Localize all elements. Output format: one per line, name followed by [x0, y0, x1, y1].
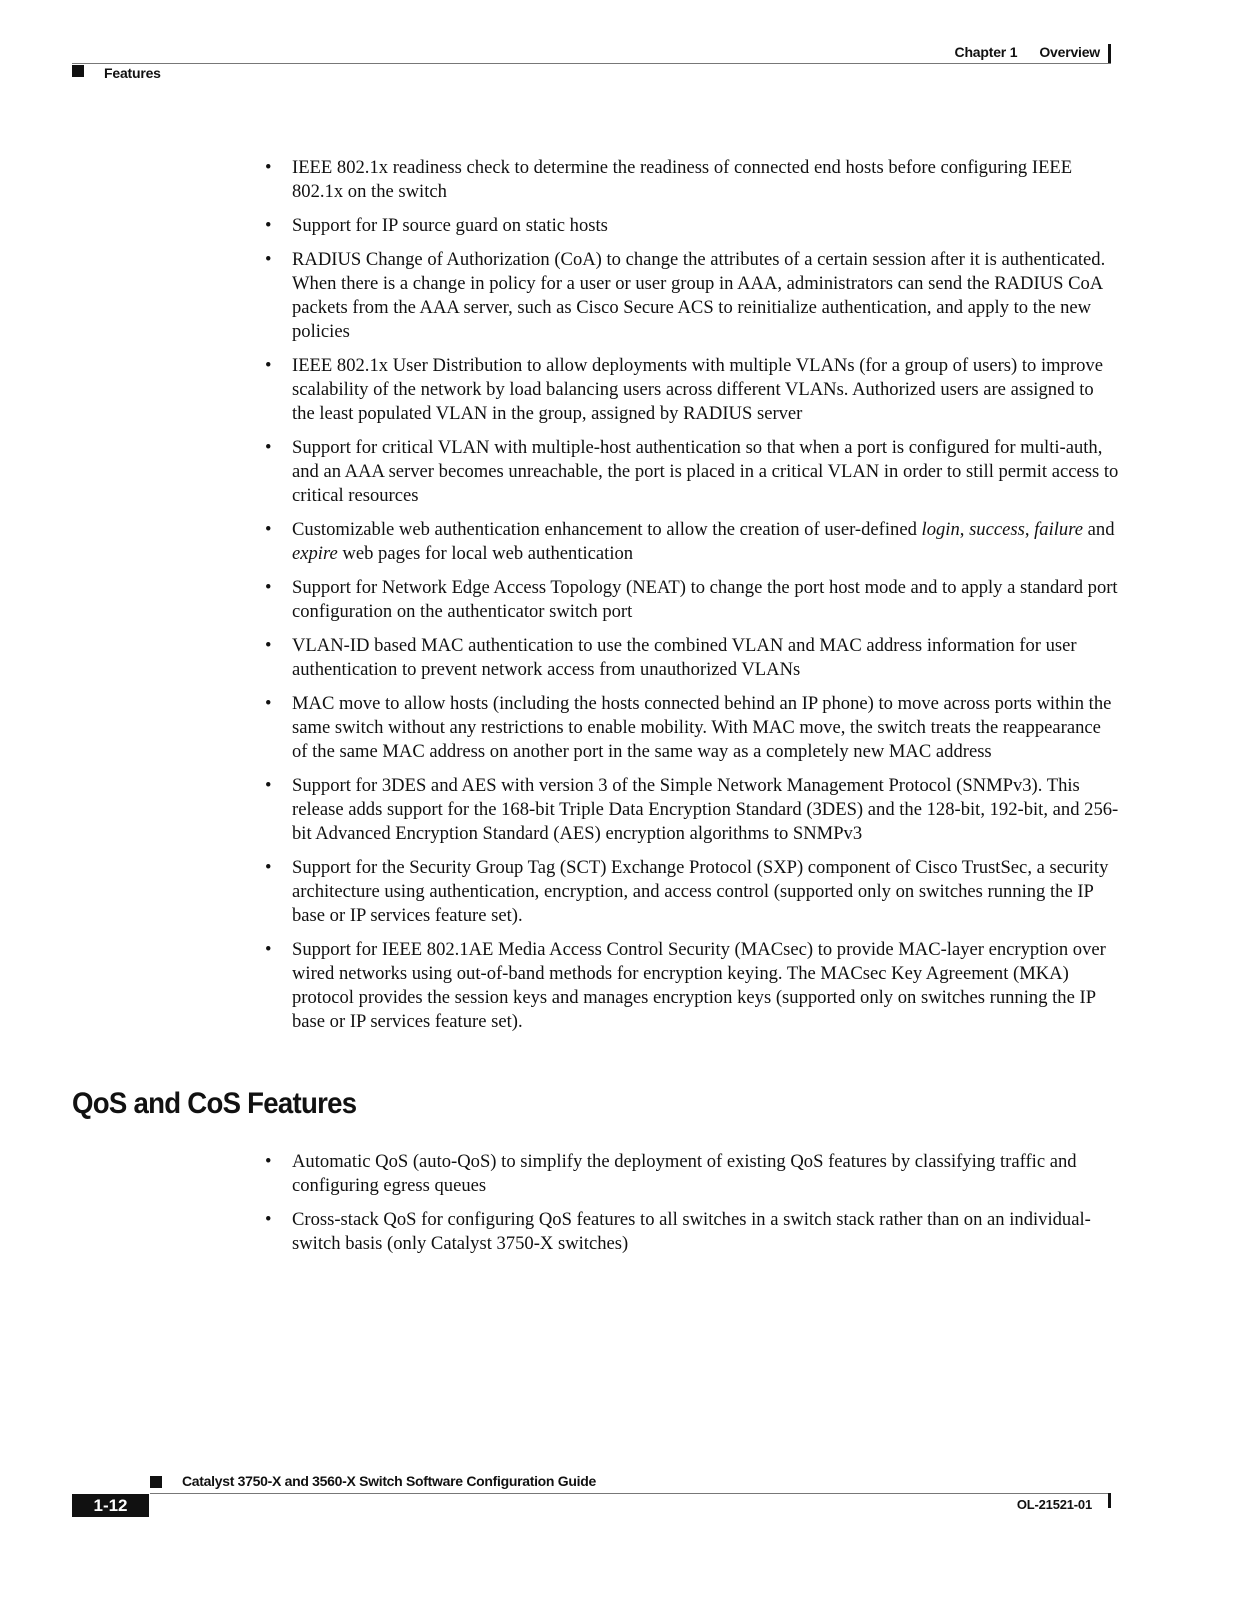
list-item-text: VLAN-ID based MAC authentication to use the combined VLAN and MAC address information for user authentication to prevent network access from unauthorized VLANs: [292, 635, 1077, 680]
chapter-title: Overview: [1039, 44, 1100, 60]
list-item: [262, 938, 1120, 1034]
list-item: [262, 354, 1120, 426]
bullet-glyph: •: [265, 355, 272, 376]
list-item: [262, 1150, 1120, 1198]
list-item-text: Support for IEEE 802.1AE Media Access Control Security (MACsec) to provide MAC-layer encryption over wired networks using out-of-band methods for encryption keying. The MACsec Key Agreement (MKA) protocol provides the session keys and manages encryption keys (supported only on switches running the IP base or IP services feature set).: [292, 939, 1106, 1032]
header-square-marker: [72, 65, 84, 77]
emphasis-expire: expire: [292, 543, 338, 564]
text-run: ,: [959, 519, 970, 540]
list-item: [262, 518, 1120, 566]
list-item: [262, 856, 1120, 928]
bullet-glyph: •: [265, 1209, 272, 1230]
text-run: and: [1083, 519, 1115, 540]
list-item-text: IEEE 802.1x readiness check to determine the readiness of connected end hosts before configuring IEEE 802.1x on the switch: [292, 157, 1073, 202]
bullet-glyph: •: [265, 437, 272, 458]
document-id: OL-21521-01: [1016, 1497, 1092, 1512]
footer-guide-title: Catalyst 3750-X and 3560-X Switch Software Configuration Guide: [182, 1473, 596, 1489]
header-edge-bar: [1108, 44, 1111, 63]
bullet-glyph: •: [265, 939, 272, 960]
list-item-text: IEEE 802.1x User Distribution to allow deployments with multiple VLANs (for a group of users) to improve scalability of the network by load balancing users across different VLANs. Authorized users are assigned to the least populated VLAN in the group, assigned by RADIUS server: [292, 355, 1103, 424]
emphasis-success: success: [969, 519, 1025, 540]
bullet-glyph: •: [265, 775, 272, 796]
qos-feature-list: [262, 1150, 1120, 1266]
list-item-text: Support for 3DES and AES with version 3 of the Simple Network Management Protocol (SNMPv3). This release adds support for the 168-bit Triple Data Encryption Standard (3DES) and the 128-bit, 192-bit, and 256-bit Advanced Encryption Standard (AES) encryption algorithms to SNMPv3: [292, 775, 1119, 844]
list-item: [262, 156, 1120, 204]
list-item-text: Automatic QoS (auto-QoS) to simplify the deployment of existing QoS features by classifying traffic and configuring egress queues: [292, 1151, 1077, 1196]
footer-rule: [150, 1493, 1111, 1494]
emphasis-failure: failure: [1034, 519, 1084, 540]
list-item-text: Cross-stack QoS for configuring QoS features to all switches in a switch stack rather than on an individual-switch basis (only Catalyst 3750-X switches): [292, 1209, 1091, 1254]
header-rule: [72, 63, 1111, 64]
emphasis-login: login: [921, 519, 960, 540]
list-item: [262, 248, 1120, 344]
list-item-text: RADIUS Change of Authorization (CoA) to change the attributes of a certain session after it is authenticated. When there is a change in policy for a user or user group in AAA, administrators can send the RADIUS CoA packets from the AAA server, such as Cisco Secure ACS to reinitialize authentication, and apply to the new policies: [292, 249, 1106, 342]
list-item: [262, 634, 1120, 682]
list-item: [262, 576, 1120, 624]
list-item: [262, 214, 1120, 238]
list-item: [262, 1208, 1120, 1256]
text-run: ,: [1024, 519, 1035, 540]
list-item-text: [292, 519, 1115, 564]
list-item-text: Support for Network Edge Access Topology (NEAT) to change the port host mode and to apply a standard port configuration on the authenticator switch port: [292, 577, 1118, 622]
running-header-section: Features: [104, 65, 161, 81]
running-header-chapter: [955, 44, 1100, 60]
footer-edge-bar: [1108, 1493, 1111, 1508]
bullet-glyph: •: [265, 857, 272, 878]
footer-square-marker: [150, 1476, 162, 1488]
bullet-glyph: •: [265, 249, 272, 270]
bullet-glyph: •: [265, 519, 272, 540]
list-item: [262, 692, 1120, 764]
page-number: 1-12: [72, 1494, 149, 1517]
list-item-text: Support for IP source guard on static hosts: [292, 215, 608, 236]
list-item-text: Support for the Security Group Tag (SCT) Exchange Protocol (SXP) component of Cisco TrustSec, a security architecture using authentication, encryption, and access control (supported only on switches running the IP base or IP services feature set).: [292, 857, 1109, 926]
list-item: [262, 436, 1120, 508]
chapter-label: Chapter 1: [954, 44, 1018, 60]
list-item-text: Support for critical VLAN with multiple-host authentication so that when a port is configured for multi-auth, and an AAA server becomes unreachable, the port is placed in a critical VLAN in order to still permit access to critical resources: [292, 437, 1119, 506]
security-feature-list: [262, 156, 1120, 1044]
bullet-glyph: •: [265, 215, 272, 236]
list-item: [262, 774, 1120, 846]
bullet-glyph: •: [265, 577, 272, 598]
text-run: web pages for local web authentication: [337, 543, 634, 564]
text-run: Customizable web authentication enhancement to allow the creation of user-defined: [292, 519, 922, 540]
bullet-glyph: •: [265, 1151, 272, 1172]
list-item-text: MAC move to allow hosts (including the hosts connected behind an IP phone) to move across ports within the same switch without any restrictions to enable mobility. With MAC move, the switch treats the reappearance of the same MAC address on another port in the same way as a completely new MAC address: [292, 693, 1112, 762]
section-heading: QoS and CoS Features: [72, 1087, 357, 1120]
bullet-glyph: •: [265, 157, 272, 178]
bullet-glyph: •: [265, 635, 272, 656]
bullet-glyph: •: [265, 693, 272, 714]
